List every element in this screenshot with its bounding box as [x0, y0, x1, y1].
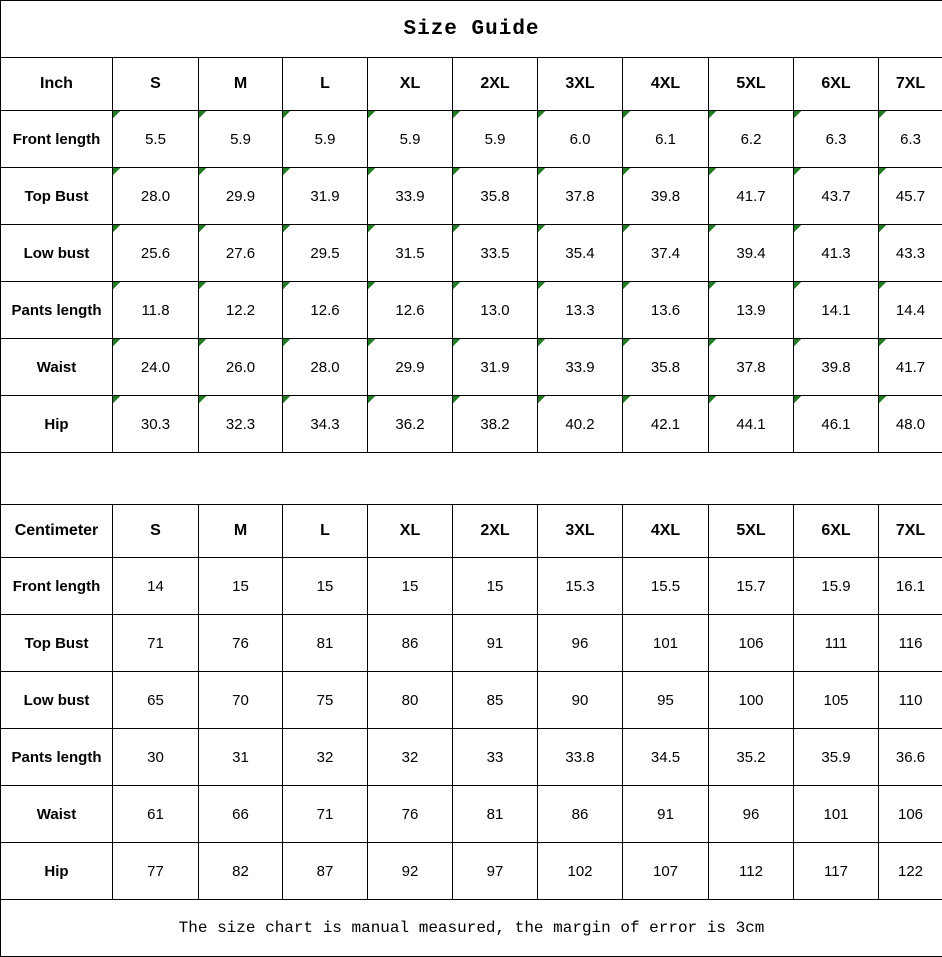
value-cell: 117	[794, 843, 879, 900]
table-spacer	[1, 453, 942, 505]
value-cell: 15	[453, 558, 538, 615]
value-cell: 85	[453, 672, 538, 729]
row-label: Pants length	[1, 282, 113, 339]
value-cell: 95	[623, 672, 709, 729]
value-cell: 35.2	[709, 729, 794, 786]
value-cell: 15	[199, 558, 283, 615]
value-cell: 106	[709, 615, 794, 672]
row-label: Hip	[1, 396, 113, 453]
value-cell: 92	[368, 843, 453, 900]
value-cell: 101	[623, 615, 709, 672]
value-cell: 11.8	[113, 282, 199, 339]
size-header-3xl: 3XL	[538, 58, 623, 111]
value-cell: 97	[453, 843, 538, 900]
size-header-7xl: 7XL	[879, 58, 942, 111]
value-cell: 42.1	[623, 396, 709, 453]
value-cell: 39.8	[623, 168, 709, 225]
value-cell: 36.6	[879, 729, 942, 786]
value-cell: 6.3	[879, 111, 942, 168]
value-cell: 37.8	[538, 168, 623, 225]
value-cell: 41.7	[879, 339, 942, 396]
value-cell: 33	[453, 729, 538, 786]
value-cell: 96	[538, 615, 623, 672]
value-cell: 96	[709, 786, 794, 843]
value-cell: 35.9	[794, 729, 879, 786]
inch_table-unit-header: Inch	[1, 58, 113, 111]
value-cell: 86	[368, 615, 453, 672]
value-cell: 91	[453, 615, 538, 672]
table-row	[1, 672, 942, 729]
value-cell: 75	[283, 672, 368, 729]
value-cell: 29.9	[199, 168, 283, 225]
value-cell: 71	[283, 786, 368, 843]
value-cell: 76	[368, 786, 453, 843]
footer-section	[1, 900, 942, 957]
value-cell: 41.3	[794, 225, 879, 282]
value-cell: 41.7	[709, 168, 794, 225]
value-cell: 101	[794, 786, 879, 843]
value-cell: 31.9	[283, 168, 368, 225]
table-row	[1, 786, 942, 843]
value-cell: 5.9	[368, 111, 453, 168]
value-cell: 32	[368, 729, 453, 786]
value-cell: 112	[709, 843, 794, 900]
value-cell: 32.3	[199, 396, 283, 453]
value-cell: 13.0	[453, 282, 538, 339]
row-label: Low bust	[1, 672, 113, 729]
size-header-5xl: 5XL	[709, 58, 794, 111]
value-cell: 30	[113, 729, 199, 786]
value-cell: 29.9	[368, 339, 453, 396]
table-row	[1, 282, 942, 339]
size-header-4xl: 4XL	[623, 505, 709, 558]
value-cell: 39.8	[794, 339, 879, 396]
value-cell: 66	[199, 786, 283, 843]
size-header-2xl: 2XL	[453, 505, 538, 558]
value-cell: 15.3	[538, 558, 623, 615]
size-header-5xl: 5XL	[709, 505, 794, 558]
value-cell: 33.9	[368, 168, 453, 225]
value-cell: 87	[283, 843, 368, 900]
value-cell: 27.6	[199, 225, 283, 282]
value-cell: 34.5	[623, 729, 709, 786]
value-cell: 15.9	[794, 558, 879, 615]
value-cell: 24.0	[113, 339, 199, 396]
value-cell: 33.8	[538, 729, 623, 786]
value-cell: 25.6	[113, 225, 199, 282]
size-header-4xl: 4XL	[623, 58, 709, 111]
value-cell: 6.0	[538, 111, 623, 168]
value-cell: 71	[113, 615, 199, 672]
value-cell: 14.1	[794, 282, 879, 339]
value-cell: 37.8	[709, 339, 794, 396]
row-label: Hip	[1, 843, 113, 900]
footer-note: The size chart is manual measured, the margin of error is 3cm	[1, 900, 942, 957]
value-cell: 122	[879, 843, 942, 900]
value-cell: 26.0	[199, 339, 283, 396]
inch_table-header-row	[1, 58, 942, 111]
value-cell: 35.8	[623, 339, 709, 396]
value-cell: 45.7	[879, 168, 942, 225]
value-cell: 80	[368, 672, 453, 729]
table-row	[1, 111, 942, 168]
value-cell: 90	[538, 672, 623, 729]
value-cell: 13.6	[623, 282, 709, 339]
value-cell: 116	[879, 615, 942, 672]
value-cell: 39.4	[709, 225, 794, 282]
row-label: Waist	[1, 786, 113, 843]
value-cell: 102	[538, 843, 623, 900]
value-cell: 36.2	[368, 396, 453, 453]
value-cell: 33.5	[453, 225, 538, 282]
size-header-l: L	[283, 58, 368, 111]
value-cell: 86	[538, 786, 623, 843]
value-cell: 15.5	[623, 558, 709, 615]
value-cell: 35.8	[453, 168, 538, 225]
size-header-3xl: 3XL	[538, 505, 623, 558]
size-header-l: L	[283, 505, 368, 558]
size-header-6xl: 6XL	[794, 58, 879, 111]
value-cell: 5.9	[453, 111, 538, 168]
size-header-s: S	[113, 505, 199, 558]
value-cell: 12.2	[199, 282, 283, 339]
value-cell: 13.9	[709, 282, 794, 339]
row-label: Top Bust	[1, 168, 113, 225]
value-cell: 110	[879, 672, 942, 729]
row-label: Waist	[1, 339, 113, 396]
value-cell: 28.0	[113, 168, 199, 225]
row-label: Top Bust	[1, 615, 113, 672]
value-cell: 35.4	[538, 225, 623, 282]
value-cell: 12.6	[283, 282, 368, 339]
title-section	[1, 1, 942, 58]
value-cell: 31.5	[368, 225, 453, 282]
value-cell: 44.1	[709, 396, 794, 453]
table-row	[1, 168, 942, 225]
value-cell: 28.0	[283, 339, 368, 396]
value-cell: 81	[283, 615, 368, 672]
value-cell: 31	[199, 729, 283, 786]
row-label: Pants length	[1, 729, 113, 786]
table-row	[1, 339, 942, 396]
value-cell: 34.3	[283, 396, 368, 453]
value-cell: 65	[113, 672, 199, 729]
value-cell: 37.4	[623, 225, 709, 282]
row-label: Low bust	[1, 225, 113, 282]
size-header-m: M	[199, 58, 283, 111]
size-header-xl: XL	[368, 505, 453, 558]
value-cell: 107	[623, 843, 709, 900]
value-cell: 77	[113, 843, 199, 900]
value-cell: 16.1	[879, 558, 942, 615]
value-cell: 38.2	[453, 396, 538, 453]
value-cell: 82	[199, 843, 283, 900]
value-cell: 13.3	[538, 282, 623, 339]
row-label: Front length	[1, 558, 113, 615]
row-label: Front length	[1, 111, 113, 168]
value-cell: 111	[794, 615, 879, 672]
value-cell: 76	[199, 615, 283, 672]
size-header-m: M	[199, 505, 283, 558]
value-cell: 43.7	[794, 168, 879, 225]
size-header-xl: XL	[368, 58, 453, 111]
inch-table-section	[1, 58, 942, 453]
page-title: Size Guide	[1, 1, 942, 58]
size-header-7xl: 7XL	[879, 505, 942, 558]
value-cell: 91	[623, 786, 709, 843]
value-cell: 5.9	[283, 111, 368, 168]
value-cell: 31.9	[453, 339, 538, 396]
value-cell: 46.1	[794, 396, 879, 453]
value-cell: 43.3	[879, 225, 942, 282]
value-cell: 6.2	[709, 111, 794, 168]
table-row	[1, 225, 942, 282]
value-cell: 5.9	[199, 111, 283, 168]
value-cell: 14	[113, 558, 199, 615]
value-cell: 5.5	[113, 111, 199, 168]
cm-table-section	[1, 505, 942, 900]
spacer-section	[1, 453, 942, 505]
table-row	[1, 729, 942, 786]
value-cell: 12.6	[368, 282, 453, 339]
value-cell: 105	[794, 672, 879, 729]
table-row	[1, 615, 942, 672]
value-cell: 14.4	[879, 282, 942, 339]
size-header-s: S	[113, 58, 199, 111]
size-header-6xl: 6XL	[794, 505, 879, 558]
cm_table-header-row	[1, 505, 942, 558]
value-cell: 15	[368, 558, 453, 615]
table-row	[1, 396, 942, 453]
table-row	[1, 843, 942, 900]
value-cell: 81	[453, 786, 538, 843]
value-cell: 61	[113, 786, 199, 843]
value-cell: 15.7	[709, 558, 794, 615]
value-cell: 29.5	[283, 225, 368, 282]
table-row	[1, 558, 942, 615]
value-cell: 100	[709, 672, 794, 729]
value-cell: 33.9	[538, 339, 623, 396]
value-cell: 6.1	[623, 111, 709, 168]
value-cell: 106	[879, 786, 942, 843]
cm_table-unit-header: Centimeter	[1, 505, 113, 558]
value-cell: 6.3	[794, 111, 879, 168]
value-cell: 48.0	[879, 396, 942, 453]
size-header-2xl: 2XL	[453, 58, 538, 111]
value-cell: 70	[199, 672, 283, 729]
value-cell: 40.2	[538, 396, 623, 453]
value-cell: 15	[283, 558, 368, 615]
value-cell: 30.3	[113, 396, 199, 453]
value-cell: 32	[283, 729, 368, 786]
